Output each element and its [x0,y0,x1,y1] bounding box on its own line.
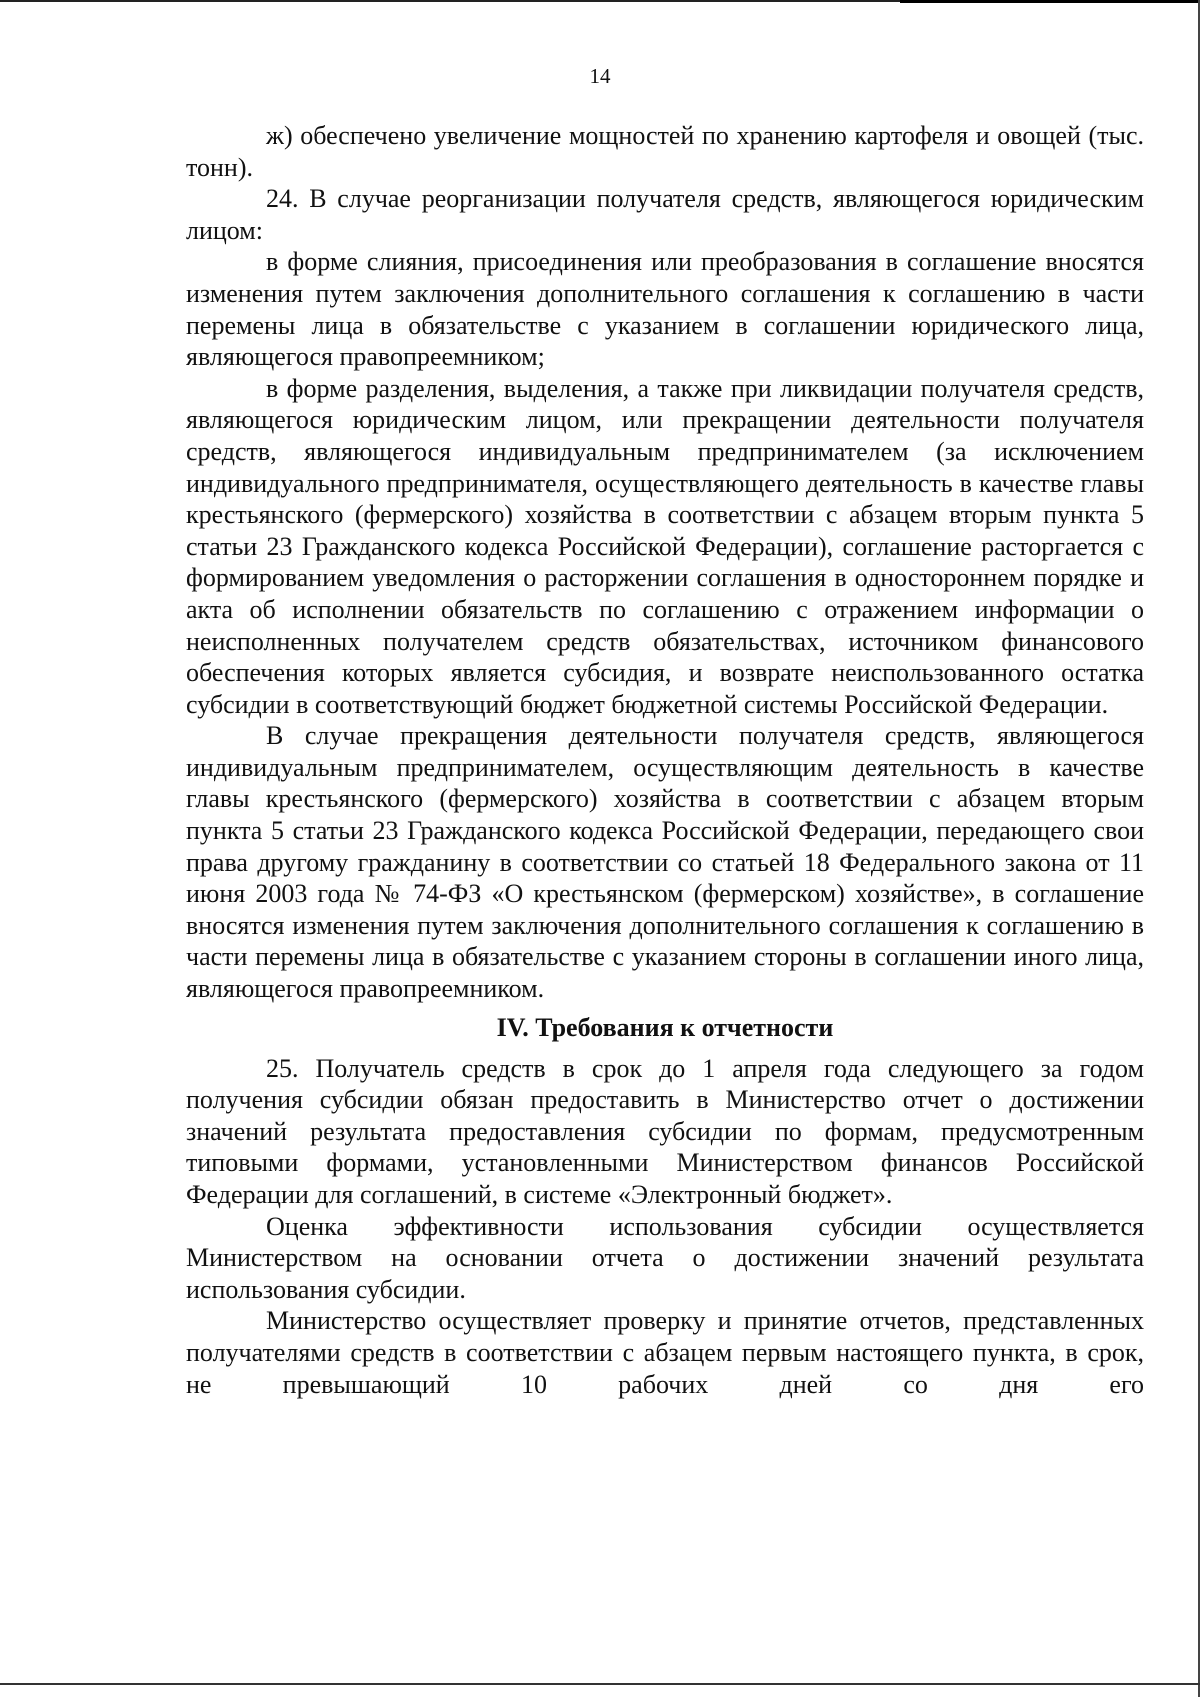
scan-edge-top-right [900,0,1200,3]
paragraph-merger: в форме слияния, присоединения или преобразования в соглашение вносятся изменения путем заключения дополнительного соглашения к соглашению в части перемены лица в обязательстве с указанием в соглашении юридического лица, являющегося правопреемником; [186,247,1144,372]
paragraph-termination: В случае прекращения деятельности получателя средств, являющегося индивидуальным предпринимателем, осуществляющим деятельность в качестве главы крестьянского (фермерского) хозяйства в соответствии с абзацем вторым пункта 5 статьи 23 Гражданского кодекса Российской Федерации, передающего свои права другому гражданину в соответствии со статьей 18 Федерального закона от 11 июня 2003 года № 74-ФЗ «О крестьянском (фермерском) хозяйстве», в соглашение вносятся изменения путем заключения дополнительного соглашения к соглашению в части перемены лица в обязательстве с указанием стороны в соглашении иного лица, являющегося правопреемником. [186,721,1144,1004]
page-number: 14 [589,64,611,88]
paragraph-zh: ж) обеспечено увеличение мощностей по хранению картофеля и овощей (тыс. тонн). [186,121,1144,182]
section-heading: IV. Требования к отчетности [496,1012,834,1042]
paragraph-division: в форме разделения, выделения, а также при ликвидации получателя средств, являющегося юридическим лицом, или прекращении деятельности получателя средств, являющегося индивидуальным предпринимателем (за исключением индивидуального предпринимателя, осуществляющего деятельность в качестве главы крестьянского (фермерского) хозяйства в соответствии с абзацем вторым пункта 5 статьи 23 Гражданского кодекса Российской Федерации), соглашение расторгается с формированием уведомления о расторжении соглашения в одностороннем порядке и акта об исполнении обязательств по соглашению с отражением информации о неисполненных получателем средств обязательствах, источником финансового обеспечения которых является субсидия, и возврате неиспользованного остатка субсидии в соответствующий бюджет бюджетной системы Российской Федерации. [186,373,1144,719]
document-body [186,120,1144,1400]
paragraph-25: 25. Получатель средств в срок до 1 апреля года следующего за годом получения субсидии обязан предоставить в Министерство отчет о достижении значений результата предоставления субсидии по формам, предусмотренным типовыми формами, установленными Министерством финансов Российской Федерации для соглашений, в системе «Электронный бюджет». [186,1053,1144,1209]
paragraph-ministry-check: Министерство осуществляет проверку и принятие отчетов, представленных получателями средств в соответствии с абзацем первым настоящего пункта, в срок, не превышающий 10 рабочих дней со дня его [186,1306,1144,1399]
paragraph-24: 24. В случае реорганизации получателя средств, являющегося юридическим лицом: [186,184,1144,245]
paragraph-evaluation: Оценка эффективности использования субсидии осуществляется Министерством на основании отчета о достижении значений результата использования субсидии. [186,1211,1144,1304]
scan-edge-bottom [0,1683,1200,1685]
